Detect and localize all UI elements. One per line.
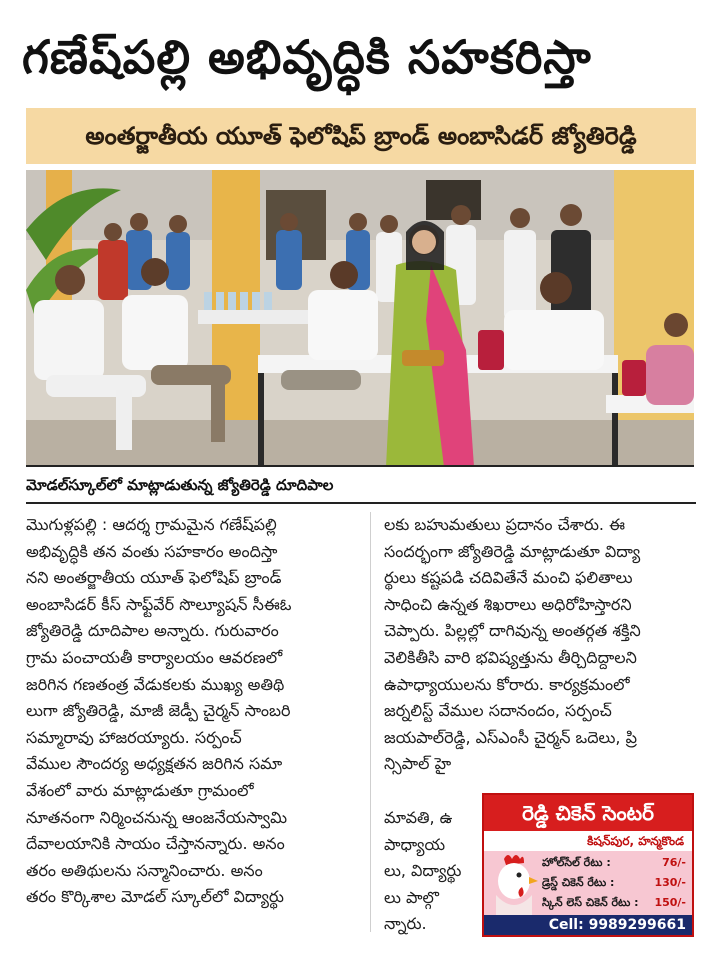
chicken-center-advertisement bbox=[482, 793, 694, 937]
subheadline-banner: అంతర్జాతీయ యూత్ ఫెలోషిప్ బ్రాండ్ అంబాసిడర్ జ్యోతిరెడ్డి bbox=[26, 108, 696, 164]
ad-price-row bbox=[542, 853, 690, 873]
price-label: స్కిన్ లెస్ చికెన్ రేటు : bbox=[542, 896, 639, 909]
article-line: వెలికితీసి వారి భవిష్యత్తును తీర్చిదిద్దాలని bbox=[384, 647, 637, 667]
article-line: తరం అతిథులను సన్మానించారు. అనం bbox=[26, 860, 263, 880]
article-column-left bbox=[26, 512, 362, 911]
article-line: లుగా జ్యోతిరెడ్డి, మాజీ జెడ్పీ చైర్మన్ సాంబరి bbox=[26, 701, 291, 721]
photo-caption: మోడల్‌స్కూల్‌లో మాట్లాడుతున్న జ్యోతిరెడ్డి దూదిపాల bbox=[26, 476, 334, 494]
article-line: మొగుళ్లపల్లి : ఆదర్శ గ్రామమైన గణేష్‌పల్లి bbox=[26, 515, 277, 534]
event-photo-illustration bbox=[26, 170, 694, 467]
article-line: మావతి, ఉ bbox=[384, 808, 453, 827]
article-line: పాధ్యాయ bbox=[384, 834, 446, 854]
article-line: అంబాసిడర్ కీస్ సాఫ్ట్‌వేర్ సొల్యూషన్ సీఈఓ bbox=[26, 594, 292, 614]
price-label: హోల్‌సేల్ రేటు : bbox=[542, 856, 611, 869]
article-line: సాధించి ఉన్నత శిఖరాలు అధిరోహిస్తారని bbox=[384, 594, 632, 614]
article-line: దేవాలయానికి సాయం చేస్తానన్నారు. అనం bbox=[26, 834, 285, 854]
article-line: వేశంలో వారు మాట్లాడుతూ గ్రామంలో bbox=[26, 780, 254, 800]
ad-location: కిషన్‌పుర, హన్మకొండ bbox=[484, 831, 692, 851]
article-line: లు పాల్గొ bbox=[384, 887, 439, 907]
price-value: 76/- bbox=[662, 856, 686, 869]
article-column-right-tail bbox=[384, 805, 476, 938]
article-line: న్నారు. bbox=[384, 914, 427, 934]
ad-title: రెడ్డి చికెన్ సెంటర్ bbox=[484, 795, 692, 831]
article-line: అభివృద్ధికి తన వంతు సహకారం అందిస్తా bbox=[26, 541, 278, 561]
article-line: వేముల సౌందర్య అధ్యక్షతన జరిగిన సమా bbox=[26, 754, 283, 774]
ad-price-row bbox=[542, 873, 690, 893]
caption-rule bbox=[26, 502, 696, 504]
article-line: చెప్పారు. పిల్లల్లో దాగివున్న అంతర్గత శక్తిని bbox=[384, 621, 641, 641]
price-value: 130/- bbox=[654, 876, 686, 889]
article-line: జర్నలిస్ట్ వేముల సదానందం, సర్పంచ్ bbox=[384, 701, 612, 721]
rooster-icon bbox=[486, 851, 542, 915]
article-line: జ్యోతిరెడ్డి దూదిపాల అన్నారు. గురువారం bbox=[26, 621, 279, 641]
article-line: ర్థులు కష్టపడి చదివితేనే మంచి ఫలితాలు bbox=[384, 568, 633, 588]
article-line: గ్రామ పంచాయతీ కార్యాలయం ఆవరణలో bbox=[26, 647, 283, 667]
headline: గణేష్‌పల్లి అభివృద్ధికి సహకరిస్తా bbox=[22, 30, 592, 84]
article-line: సందర్భంగా జ్యోతిరెడ్డి మాట్లాడుతూ విద్యా bbox=[384, 541, 641, 561]
article-line: జరిగిన గణతంత్ర వేడుకలకు ముఖ్య అతిథి bbox=[26, 674, 285, 694]
ad-phone-number: Cell: 9989299661 bbox=[484, 915, 692, 935]
column-divider bbox=[370, 512, 371, 932]
article-line: లు, విద్యార్థు bbox=[384, 861, 462, 881]
article-line: నూతనంగా నిర్మించనున్న ఆంజనేయస్వామి bbox=[26, 807, 288, 827]
news-photo bbox=[26, 170, 694, 467]
article-line: సమ్మారావు హాజరయ్యారు. సర్పంచ్ bbox=[26, 727, 242, 747]
article-line: తరం కొర్కిశాల మోడల్ స్కూల్‌లో విద్యార్థు bbox=[26, 887, 284, 907]
article-column-right bbox=[384, 512, 696, 778]
article-line: నని అంతర్జాతీయ యూత్ ఫెలోషిప్ బ్రాండ్ bbox=[26, 568, 282, 588]
article-line: ఉపాధ్యాయులను కోరారు. కార్యక్రమంలో bbox=[384, 674, 630, 694]
price-value: 150/- bbox=[654, 896, 686, 909]
article-line: న్సిపాల్ హై bbox=[384, 754, 452, 774]
article-line: లకు బహుమతులు ప్రదానం చేశారు. ఈ bbox=[384, 515, 625, 534]
article-line: జయపాల్‌రెడ్డి, ఎస్ఎంసీ చైర్మన్ ఒదెలు, ప్రి bbox=[384, 727, 637, 747]
price-label: డ్రెస్డ్ చికెన్ రేటు : bbox=[542, 876, 615, 889]
ad-price-row bbox=[542, 893, 690, 913]
